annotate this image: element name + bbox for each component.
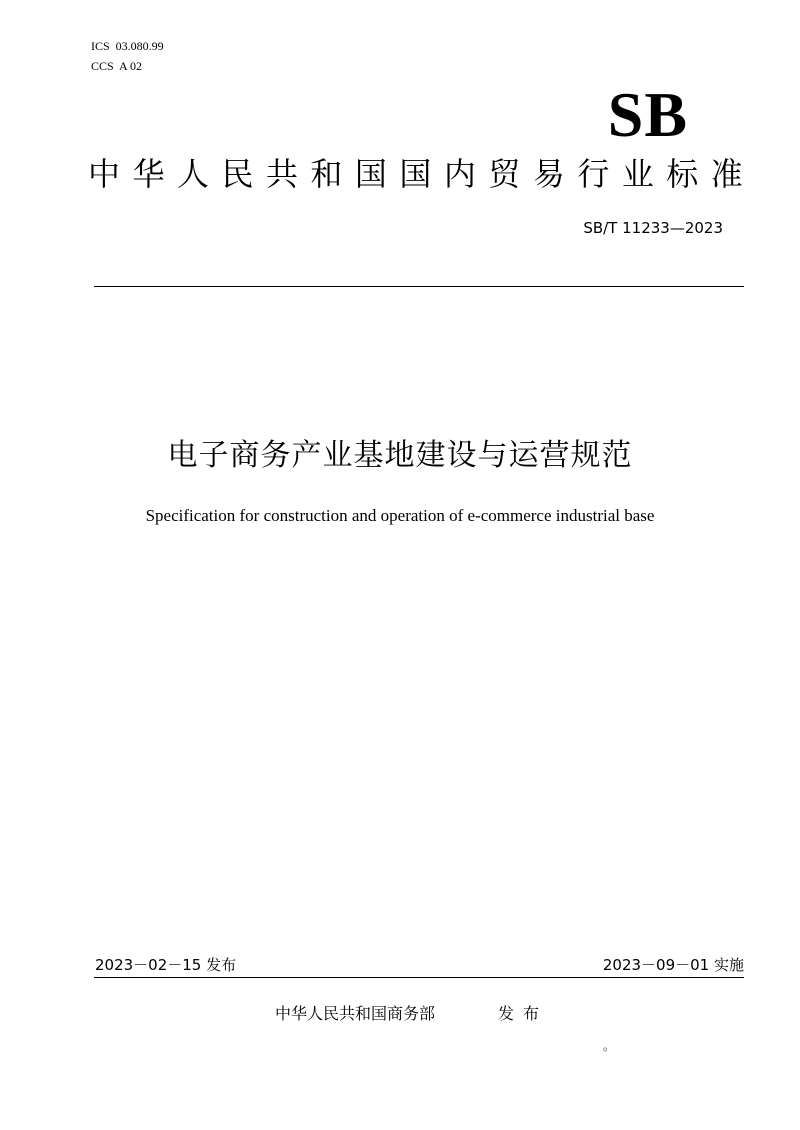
issuer-action: 发布 [498,1004,549,1023]
footer-divider [94,977,744,978]
standard-category-char: 人 [176,155,209,193]
standard-category-char: 业 [621,155,654,193]
standard-category-char: 国 [354,155,387,193]
sb-logo: SB [607,79,688,150]
ccs-code: CCS A 02 [91,59,143,73]
footer-mark: 。 [603,1039,616,1053]
standard-category-char: 内 [443,155,476,193]
standard-category-char: 准 [710,155,743,193]
header-divider [94,286,744,287]
document-subtitle-english: Specification for construction and operation of e-commerce industrial base [145,506,655,525]
standard-category-char: 易 [532,155,565,193]
standard-category-char: 行 [577,155,610,193]
standard-category-title [88,153,743,195]
ics-code: ICS 03.080.99 [91,39,164,53]
standard-category-char: 贸 [488,155,521,193]
standard-category-char: 中 [88,155,121,193]
document-title: 电子商务产业基地建设与运营规范 [167,438,633,473]
issuer-name: 中华人民共和国商务部 [275,1004,436,1023]
standard-category-char: 国 [399,155,432,193]
implementation-date: 2023－09－01 实施 [602,956,744,974]
standard-category-char: 华 [132,155,165,193]
standard-category-char: 民 [221,155,254,193]
standard-number: SB/T 11233—2023 [583,219,723,237]
standard-category-char: 标 [666,155,699,193]
standard-category-char: 共 [265,155,298,193]
standard-category-char: 和 [310,155,343,193]
issue-date: 2023－02－15 发布 [95,956,237,974]
